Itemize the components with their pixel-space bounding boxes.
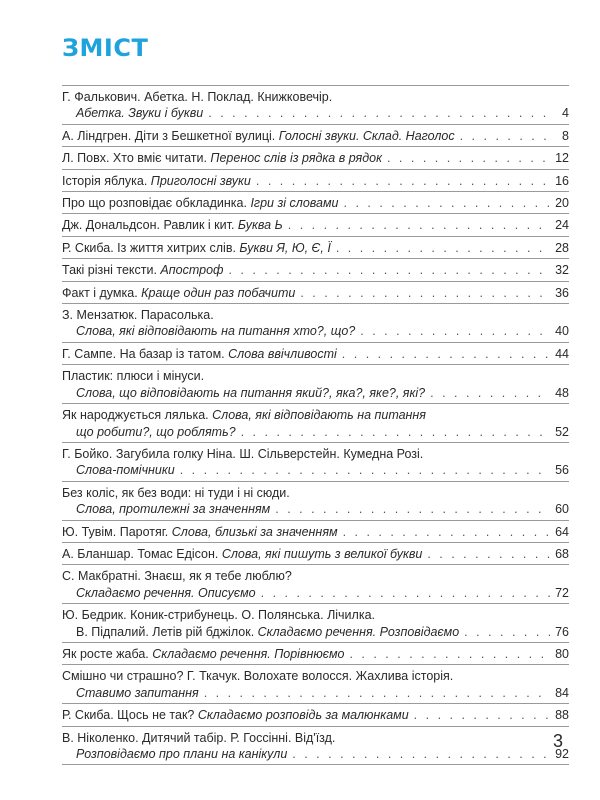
toc-page-number: 20: [555, 196, 569, 211]
toc-line: [62, 424, 569, 440]
toc-line: [62, 446, 569, 462]
dot-leader: [427, 546, 550, 562]
toc-line-text: [76, 323, 355, 339]
toc-line: [62, 707, 569, 723]
toc-line: [62, 150, 569, 166]
toc-line: [62, 323, 569, 339]
dot-leader: [414, 707, 550, 723]
toc-line-text: [76, 385, 425, 401]
toc-line-text: [62, 240, 331, 256]
toc-line: [62, 407, 569, 423]
toc-line-text: [76, 424, 236, 440]
toc-line: [62, 105, 569, 121]
toc-page-number: 64: [555, 524, 569, 539]
toc-page-number: 76: [555, 624, 569, 639]
toc-entry: [62, 565, 569, 604]
toc-line-text: [62, 485, 290, 501]
toc-title-text: Факт і думка.: [62, 285, 142, 300]
toc-title-text: Г. Бойко. Загубила голку Ніна. Ш. Сільверстейн. Кумедна Розі.: [62, 446, 424, 461]
dot-leader: [349, 646, 550, 662]
toc-line-text: [62, 646, 344, 662]
toc-entry: [62, 365, 569, 404]
toc-entry: [62, 404, 569, 443]
toc-topic-text: Складаємо речення. Розповідаємо: [257, 624, 460, 639]
toc-topic-text: Слова, близькі за значенням: [171, 524, 338, 539]
toc-line-text: [62, 307, 214, 323]
toc-title-text: Як росте жаба.: [62, 646, 153, 661]
dot-leader: [275, 501, 550, 517]
toc-page-number: 56: [555, 463, 569, 478]
toc-title-text: Л. Повх. Хто вміє читати.: [62, 151, 211, 166]
toc-entry: [62, 192, 569, 214]
toc-topic-text: що робити?, що роблять?: [76, 424, 236, 439]
toc-title-text: Без коліс, як без води: ні туди і ні сюди.: [62, 485, 290, 500]
toc-line: [62, 624, 569, 640]
toc-line-text: [62, 668, 453, 684]
toc-line: [62, 262, 569, 278]
toc-title-text: Дж. Дональдсон. Равлик і кит.: [62, 218, 238, 233]
toc-line: [62, 485, 569, 501]
dot-leader: [288, 217, 550, 233]
toc-page-number: 40: [555, 324, 569, 339]
toc-line: [62, 568, 569, 584]
dot-leader: [300, 285, 550, 301]
toc-line-text: [62, 285, 295, 301]
toc-line-text: [76, 585, 256, 601]
toc-line-text: [62, 568, 292, 584]
toc-line: [62, 685, 569, 701]
toc-line-text: [62, 407, 426, 423]
toc-title-text: В. Підпалий. Летів рій бджілок.: [76, 624, 258, 639]
toc-page-number: 68: [555, 546, 569, 561]
toc-line-text: [76, 462, 175, 478]
toc-entry: [62, 604, 569, 643]
toc-title-text: Ю. Бедрик. Коник-стрибунець. О. Полянська. Лічилка.: [62, 608, 376, 623]
toc-topic-text: Слова, що відповідають на питання який?, яка?, яке?, які?: [76, 385, 426, 400]
toc-line-text: [62, 607, 375, 623]
toc-title-text: С. Макбратні. Знаєш, як я тебе люблю?: [62, 569, 292, 584]
toc-page-number: 88: [555, 708, 569, 723]
page-title: ЗМІСТ: [62, 34, 149, 62]
dot-leader: [180, 462, 550, 478]
toc-line-text: [76, 105, 203, 121]
toc-topic-text: Абетка. Звуки і букви: [76, 106, 204, 121]
toc-line: [62, 128, 569, 144]
toc-line-text: [62, 446, 423, 462]
dot-leader: [292, 746, 550, 762]
toc-page-number: 72: [555, 585, 569, 600]
toc-page-number: 36: [555, 285, 569, 300]
toc-page-number: 24: [555, 218, 569, 233]
toc-line: [62, 240, 569, 256]
toc-title-text: Пластик: плюси і мінуси.: [62, 369, 205, 384]
dot-leader: [241, 424, 550, 440]
toc-line: [62, 307, 569, 323]
toc-line: [62, 746, 569, 762]
toc-entry: [62, 214, 569, 236]
toc-topic-text: Слова, протилежні за значенням: [76, 502, 271, 517]
toc-line: [62, 524, 569, 540]
toc-line: [62, 368, 569, 384]
toc-topic-text: Слова, які відповідають на питання: [212, 408, 426, 423]
dot-leader: [344, 195, 550, 211]
toc-page-number: 48: [555, 385, 569, 400]
toc-line-text: [62, 546, 422, 562]
toc-entry: [62, 125, 569, 147]
toc-line: [62, 173, 569, 189]
toc-line-text: [62, 217, 283, 233]
dot-leader: [460, 128, 550, 144]
toc-title-text: Історія яблука.: [62, 173, 151, 188]
toc-line: [62, 668, 569, 684]
toc-line: [62, 217, 569, 233]
toc-title-text: Г. Сампе. На базар із татом.: [62, 346, 229, 361]
toc-line: [62, 89, 569, 105]
dot-leader: [208, 105, 550, 121]
toc-topic-text: Слова, які пишуть з великої букви: [221, 546, 423, 561]
toc-title-text: А. Ліндгрен. Діти з Бешкетної вулиці.: [62, 128, 279, 143]
toc-line-text: [62, 524, 338, 540]
toc-title-text: Р. Скиба. Із життя хитрих слів.: [62, 240, 240, 255]
toc-title-text: Як народжується лялька.: [62, 408, 213, 423]
toc-page-number: 32: [555, 263, 569, 278]
toc-page-number: 12: [555, 151, 569, 166]
dot-leader: [430, 385, 550, 401]
page-number: 3: [553, 731, 564, 751]
toc-page-number: 92: [555, 747, 569, 761]
toc-line-text: [76, 685, 199, 701]
dot-leader: [228, 262, 550, 278]
toc-title-text: Про що розповідає обкладинка.: [62, 196, 251, 211]
toc-title-text: Такі різні тексти.: [62, 263, 161, 278]
toc-entry: [62, 282, 569, 304]
toc-entry: [62, 304, 569, 343]
dot-leader: [204, 685, 550, 701]
toc-page-number: 4: [562, 106, 569, 121]
toc-topic-text: Слова, які відповідають на питання хто?, що?: [76, 324, 356, 339]
toc-line-text: [62, 707, 409, 723]
dot-leader: [336, 240, 550, 256]
toc-entry: [62, 727, 569, 766]
toc-title-text: Ю. Тувім. Паротяг.: [62, 524, 172, 539]
toc-title-text: З. Мензатюк. Парасолька.: [62, 308, 214, 323]
toc-title-text: Г. Фалькович. Абетка. Н. Поклад. Книжковечір.: [62, 90, 333, 104]
toc-entry: [62, 443, 569, 482]
toc-line-text: [62, 195, 339, 211]
dot-leader: [342, 346, 550, 362]
toc-line-text: [62, 89, 332, 105]
toc-line-text: [76, 501, 270, 517]
toc-line: [62, 730, 569, 746]
toc-page-number: 84: [555, 685, 569, 700]
toc-entry: [62, 259, 569, 281]
toc-page-number: 8: [562, 128, 569, 143]
toc-entry: [62, 704, 569, 726]
toc-page-number: 44: [555, 346, 569, 361]
toc-topic-text: Букви Я, Ю, Є, Ї: [239, 240, 331, 255]
toc-entry: [62, 170, 569, 192]
toc-line-text: [62, 346, 337, 362]
toc-topic-text: Приголосні звуки: [150, 173, 251, 188]
toc-title-text: В. Ніколенко. Дитячий табір. Р. Госсінні. Від'їзд.: [62, 730, 336, 745]
toc-topic-text: Голосні звуки. Склад. Наголос: [278, 128, 455, 143]
dot-leader: [387, 150, 550, 166]
toc-topic-text: Перенос слів із рядка в рядок: [210, 151, 382, 166]
toc-entry: [62, 237, 569, 259]
dot-leader: [464, 624, 550, 640]
toc-topic-text: Ігри зі словами: [250, 196, 339, 211]
toc-topic-text: Апостроф: [160, 263, 224, 278]
toc-page-number: 52: [555, 424, 569, 439]
dot-leader: [343, 524, 550, 540]
toc-line: [62, 346, 569, 362]
toc-topic-text: Слова ввічливості: [228, 346, 337, 361]
toc-line: [62, 585, 569, 601]
toc-title-text: А. Бланшар. Томас Едісон.: [62, 546, 222, 561]
toc-topic-text: Ставимо запитання: [76, 685, 199, 700]
toc-line: [62, 385, 569, 401]
toc-topic-text: Складаємо речення. Описуємо: [76, 585, 256, 600]
toc-line: [62, 501, 569, 517]
toc-line-text: [62, 173, 251, 189]
toc-entry: [62, 643, 569, 665]
toc-line-text: [62, 150, 382, 166]
toc-topic-text: Розповідаємо про плани на канікули: [76, 747, 288, 761]
toc-line-text: [62, 368, 204, 384]
toc-entry: [62, 521, 569, 543]
toc-line: [62, 462, 569, 478]
toc-page-number: 80: [555, 646, 569, 661]
toc-page-number: 60: [555, 502, 569, 517]
toc-line-text: [76, 746, 287, 762]
table-of-contents: [62, 85, 569, 765]
toc-line-text: [62, 262, 223, 278]
toc-page-number: 28: [555, 240, 569, 255]
toc-entry: [62, 665, 569, 704]
dot-leader: [360, 323, 550, 339]
toc-line: [62, 285, 569, 301]
dot-leader: [256, 173, 550, 189]
toc-topic-text: Складаємо речення. Порівнюємо: [152, 646, 345, 661]
toc-topic-text: Складаємо розповідь за малюнками: [197, 708, 409, 723]
toc-line-text: [62, 128, 455, 144]
toc-title-text: Смішно чи страшно? Г. Ткачук. Волохате волосся. Жахлива історія.: [62, 669, 454, 684]
toc-line: [62, 546, 569, 562]
toc-entry: [62, 482, 569, 521]
toc-entry: [62, 543, 569, 565]
toc-topic-text: Буква Ь: [237, 218, 283, 233]
toc-topic-text: Краще один раз побачити: [141, 285, 296, 300]
toc-entry: [62, 86, 569, 125]
dot-leader: [261, 585, 550, 601]
toc-line-text: [76, 624, 459, 640]
toc-line: [62, 646, 569, 662]
toc-page-number: 16: [555, 173, 569, 188]
toc-line: [62, 195, 569, 211]
toc-topic-text: Слова-помічники: [76, 463, 175, 478]
toc-title-text: Р. Скиба. Щось не так?: [62, 708, 198, 723]
toc-line-text: [62, 730, 335, 746]
toc-entry: [62, 147, 569, 169]
toc-line: [62, 607, 569, 623]
toc-entry: [62, 343, 569, 365]
